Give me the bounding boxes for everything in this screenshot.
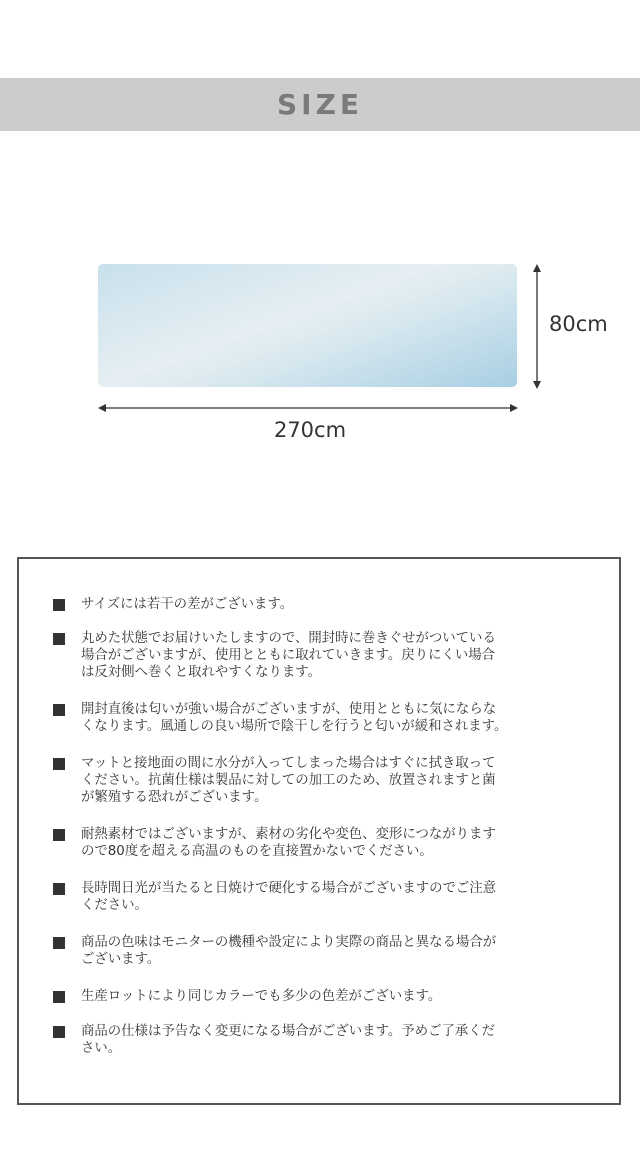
square-bullet-icon	[53, 599, 65, 611]
note-text: 丸めた状態でお届けいたしますので、開封時に巻きぐせがついている 場合がございますが、使用とともに取れていきます。戻りにくい場合 は反対側へ巻くと取れやすくなります。	[81, 631, 496, 680]
note-item	[53, 880, 573, 914]
note-item	[53, 826, 573, 860]
height-arrow	[531, 264, 543, 389]
mat-illustration	[98, 264, 517, 387]
width-label: 270cm	[273, 418, 347, 442]
note-text: 商品の仕様は予告なく変更になる場合がございます。予めご了承くだ さい。	[81, 1024, 496, 1056]
square-bullet-icon	[53, 704, 65, 716]
square-bullet-icon	[53, 633, 65, 645]
square-bullet-icon	[53, 758, 65, 770]
note-item	[53, 988, 573, 1005]
notes-box	[17, 557, 621, 1105]
note-text: 商品の色味はモニターの機種や設定により実際の商品と異なる場合が ございます。	[81, 935, 497, 967]
note-text: サイズには若干の差がございます。	[81, 597, 294, 612]
height-label: 80cm	[549, 312, 608, 336]
note-text: 開封直後は匂いが強い場合がございますが、使用とともに気にならな くなります。風通しの良い場所で陰干しを行うと匂いが緩和されます。	[81, 702, 508, 734]
square-bullet-icon	[53, 829, 65, 841]
note-item	[53, 630, 573, 681]
note-item	[53, 755, 573, 806]
note-item	[53, 701, 573, 735]
section-header-band	[0, 78, 640, 131]
section-title: SIZE	[276, 88, 363, 121]
note-item	[53, 934, 573, 968]
note-text: 長時間日光が当たると日焼けで硬化する場合がございますのでご注意 ください。	[81, 881, 497, 913]
note-text: 生産ロットにより同じカラーでも多少の色差がございます。	[81, 989, 442, 1004]
note-text: マットと接地面の間に水分が入ってしまった場合はすぐに拭き取って ください。抗菌仕様は製品に対しての加工のため、放置されますと菌 が繁殖する恐れがございます。	[81, 756, 496, 805]
width-arrow	[98, 402, 518, 414]
square-bullet-icon	[53, 991, 65, 1003]
square-bullet-icon	[53, 883, 65, 895]
square-bullet-icon	[53, 937, 65, 949]
note-text: 耐熱素材ではございますが、素材の劣化や変色、変形につながります ので80度を超える高温のものを直接置かないでください。	[81, 827, 496, 859]
note-item	[53, 1023, 573, 1057]
square-bullet-icon	[53, 1026, 65, 1038]
size-diagram	[0, 250, 640, 460]
note-item	[53, 596, 573, 613]
